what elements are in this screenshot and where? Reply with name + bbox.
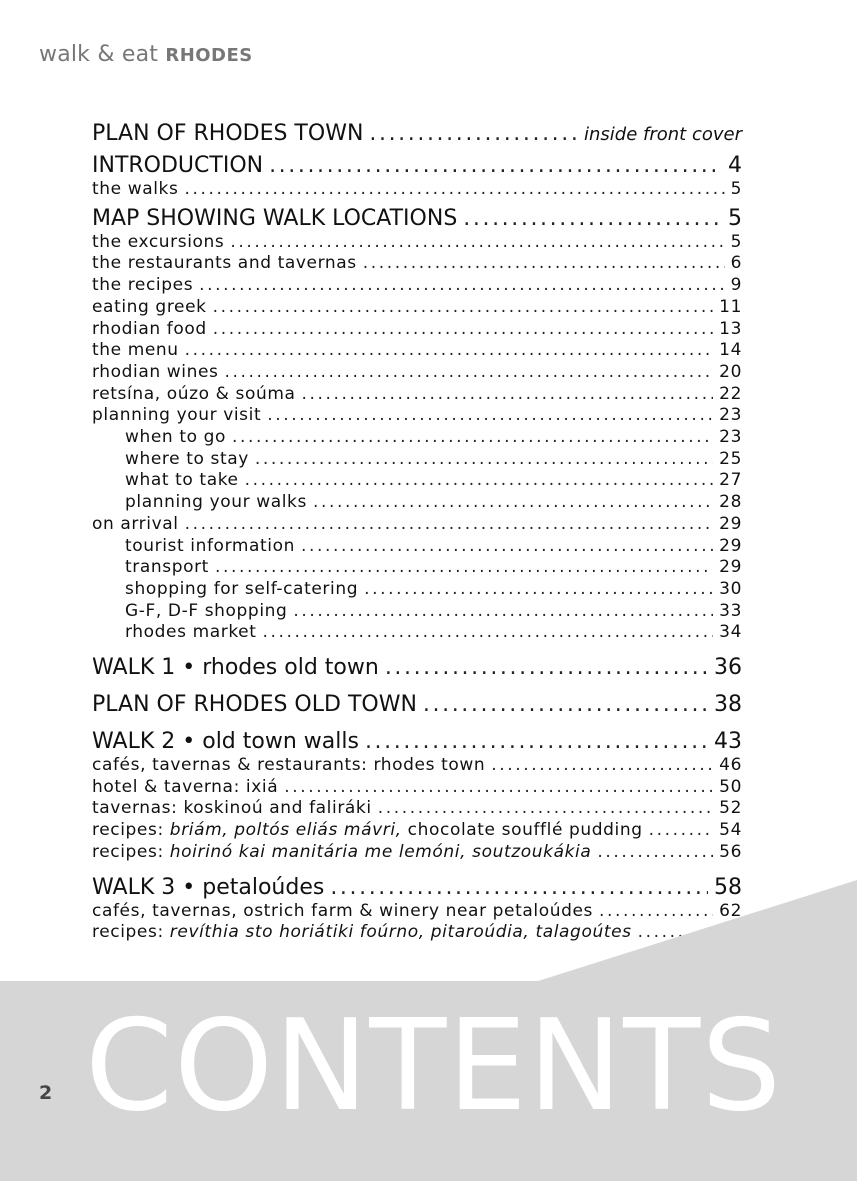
- toc-entry: [92, 691, 742, 718]
- toc-entry: [92, 297, 742, 319]
- contents-heading: CONTENTS: [85, 992, 783, 1139]
- toc-dot-leader: [363, 253, 725, 275]
- toc-dot-leader: [225, 362, 714, 384]
- toc-entry-title-segment: cafés, tavernas & restaurants: rhodes town: [92, 755, 486, 776]
- toc-dot-leader: [597, 842, 713, 864]
- toc-dot-leader: [213, 319, 713, 341]
- toc-entry: [92, 557, 742, 579]
- toc-entry: [92, 622, 742, 644]
- toc-entry-page: 20: [719, 361, 742, 382]
- toc-entry-title: [125, 449, 249, 471]
- toc-entry: [92, 384, 742, 406]
- toc-entry-title-segment: the menu: [92, 340, 179, 361]
- toc-entry-title-segment: hoirinó kai manitária me lemóni, soutzoukákia: [169, 841, 592, 862]
- toc-entry-title-segment: shopping for self-catering: [125, 578, 359, 599]
- toc-entry: [92, 601, 742, 623]
- toc-entry: [92, 405, 742, 427]
- toc-entry-page: inside front cover: [584, 124, 742, 145]
- toc-entry-title-segment: transport: [125, 557, 209, 578]
- toc-entry: [92, 253, 742, 275]
- toc-dot-leader: [385, 654, 708, 681]
- page-number: 2: [39, 1082, 53, 1104]
- toc-entry-title: [92, 362, 219, 384]
- toc-entry-title-segment: eating greek: [92, 296, 207, 317]
- toc-entry: [92, 728, 742, 755]
- toc-entry-title: [125, 579, 358, 601]
- toc-entry-title-segment: the excursions: [92, 231, 225, 252]
- footer-slope-polygon: [535, 880, 857, 990]
- toc-entry-title-segment: retsína, oúzo & soúma: [92, 383, 296, 404]
- toc-dot-leader: [213, 297, 714, 319]
- toc-entry-title: [125, 601, 287, 623]
- toc-entry-page: 9: [730, 275, 742, 296]
- toc-entry: [92, 470, 742, 492]
- toc-dot-leader: [255, 449, 713, 471]
- toc-entry-title-segment: on arrival: [92, 513, 179, 534]
- toc-entry-page: 56: [719, 841, 742, 862]
- toc-dot-leader: [491, 755, 713, 777]
- toc-entry: [92, 449, 742, 471]
- table-of-contents: [92, 116, 742, 944]
- toc-dot-leader: [245, 470, 714, 492]
- toc-entry-title-segment: what to take: [125, 470, 239, 491]
- toc-dot-leader: [267, 405, 713, 427]
- toc-entry: [92, 579, 742, 601]
- toc-entry-title: [92, 179, 178, 201]
- toc-entry-title: [92, 384, 296, 406]
- toc-entry: [92, 514, 742, 536]
- toc-entry: [92, 152, 742, 179]
- toc-entry-title-segment: G-F, D-F shopping: [125, 600, 288, 621]
- toc-dot-leader: [215, 557, 713, 579]
- series-name: walk & eat: [39, 42, 159, 67]
- toc-dot-leader: [269, 152, 722, 179]
- toc-dot-leader: [199, 275, 724, 297]
- toc-dot-leader: [365, 728, 708, 755]
- toc-entry: [92, 427, 742, 449]
- toc-entry-title: [92, 777, 278, 799]
- toc-entry-title-segment: the walks: [92, 179, 179, 199]
- toc-entry-title: [92, 842, 591, 864]
- toc-entry-page: 23: [719, 405, 742, 426]
- toc-entry: [92, 536, 742, 558]
- toc-entry-title-segment: cafés, tavernas, ostrich farm & winery near petaloúdes: [92, 900, 593, 921]
- toc-dot-leader: [263, 622, 714, 644]
- toc-entry: [92, 319, 742, 341]
- toc-entry: [92, 798, 742, 820]
- toc-entry: [92, 340, 742, 362]
- toc-dot-leader: [369, 120, 578, 147]
- toc-entry-title: [92, 340, 179, 362]
- toc-dot-leader: [313, 492, 713, 514]
- toc-entry-title: [125, 536, 295, 558]
- toc-dot-leader: [302, 384, 714, 406]
- toc-entry-page: 62: [719, 900, 742, 921]
- toc-entry-page: 46: [719, 755, 742, 776]
- toc-entry-title-segment: the recipes: [92, 275, 194, 296]
- toc-entry-title: [125, 557, 209, 579]
- toc-entry-title-segment: WALK 1 • rhodes old town: [92, 655, 379, 681]
- book-title: RHODES: [165, 45, 253, 66]
- toc-entry-page: 29: [719, 535, 742, 556]
- toc-entry-page: 22: [719, 383, 742, 404]
- toc-entry-page: 13: [719, 318, 742, 339]
- toc-dot-leader: [284, 777, 713, 799]
- toc-entry-page: 6: [730, 253, 742, 274]
- toc-entry: [92, 179, 742, 201]
- toc-entry-title-segment: planning your walks: [125, 492, 307, 513]
- toc-entry-title: [92, 152, 263, 179]
- toc-entry: [92, 232, 742, 254]
- toc-dot-leader: [293, 601, 713, 623]
- toc-entry: [92, 205, 742, 232]
- toc-entry-page: 11: [719, 296, 742, 317]
- toc-entry-title-segment: when to go: [125, 427, 226, 448]
- toc-dot-leader: [423, 691, 708, 718]
- toc-dot-leader: [463, 205, 722, 232]
- toc-entry-title: [92, 120, 363, 147]
- toc-entry-title-segment: recipes:: [92, 922, 170, 943]
- toc-entry-page: 30: [719, 578, 742, 599]
- toc-entry: [92, 120, 742, 148]
- footer-slope: [0, 880, 857, 990]
- toc-entry-page: 38: [714, 692, 742, 718]
- toc-entry-page: 50: [719, 776, 742, 797]
- toc-entry: [92, 654, 742, 681]
- toc-entry-title: [92, 405, 261, 427]
- toc-entry: [92, 275, 742, 297]
- toc-entry-title-segment: recipes:: [92, 841, 170, 862]
- toc-dot-leader: [185, 340, 713, 362]
- toc-entry-title: [92, 297, 207, 319]
- toc-dot-leader: [185, 514, 714, 536]
- toc-entry-title-segment: WALK 3 • petaloúdes: [92, 874, 325, 900]
- toc-entry-title-segment: rhodes market: [125, 622, 257, 643]
- toc-entry-page: 4: [728, 153, 742, 178]
- toc-entry-title-segment: rhodian food: [92, 318, 207, 339]
- toc-entry-page: 27: [719, 470, 742, 491]
- toc-entry-page: 29: [719, 513, 742, 534]
- toc-entry-title-segment: revíthia sto horiátiki foúrno, pitaroúdia, talagoútes: [169, 922, 632, 943]
- toc-dot-leader: [184, 179, 724, 201]
- toc-dot-leader: [301, 536, 713, 558]
- toc-entry-page: 34: [719, 622, 742, 643]
- toc-entry-title: [125, 492, 307, 514]
- toc-entry-title-segment: tavernas: koskinoú and faliráki: [92, 798, 372, 819]
- toc-dot-leader: [378, 798, 713, 820]
- toc-entry-title-segment: PLAN OF RHODES TOWN: [92, 121, 364, 146]
- toc-entry: [92, 777, 742, 799]
- toc-entry-title: [92, 728, 359, 755]
- toc-entry-title: [92, 232, 224, 254]
- toc-entry-title-segment: WALK 2 • old town walls: [92, 729, 359, 755]
- toc-entry-page: 14: [719, 340, 742, 361]
- toc-entry-page: 54: [719, 820, 742, 841]
- toc-entry-title-segment: hotel & taverna: ixiá: [92, 776, 279, 797]
- toc-entry-title: [92, 755, 485, 777]
- toc-entry-title: [92, 319, 207, 341]
- toc-entry-page: 5: [730, 231, 742, 252]
- toc-entry-title: [125, 470, 239, 492]
- toc-entry-title-segment: planning your visit: [92, 405, 262, 426]
- toc-entry-title-segment: INTRODUCTION: [92, 153, 264, 178]
- toc-dot-leader: [232, 427, 713, 449]
- toc-entry-title-segment: PLAN OF RHODES OLD TOWN: [92, 692, 417, 718]
- toc-entry-title: [125, 622, 257, 644]
- toc-entry-title: [92, 798, 372, 820]
- toc-entry-page: 28: [719, 492, 742, 513]
- toc-entry-title: [92, 820, 643, 842]
- toc-dot-leader: [649, 820, 714, 842]
- toc-entry-title: [92, 253, 357, 275]
- toc-entry-page: 52: [719, 798, 742, 819]
- toc-entry-title: [92, 691, 417, 718]
- toc-entry-title-segment: recipes:: [92, 820, 170, 841]
- toc-entry-title-segment: chocolate soufflé pudding: [401, 820, 643, 841]
- toc-dot-leader: [230, 232, 724, 254]
- toc-entry-title: [92, 514, 179, 536]
- toc-entry-title-segment: tourist information: [125, 535, 295, 556]
- running-head: [39, 42, 253, 67]
- toc-entry-page: 23: [719, 427, 742, 448]
- toc-entry: [92, 842, 742, 864]
- toc-entry-title-segment: the restaurants and tavernas: [92, 253, 357, 274]
- toc-entry: [92, 362, 742, 384]
- toc-entry-page: 43: [714, 729, 742, 755]
- toc-entry-title-segment: where to stay: [125, 448, 249, 469]
- toc-entry-title: [92, 275, 193, 297]
- toc-dot-leader: [364, 579, 713, 601]
- toc-entry-page: 5: [730, 179, 742, 199]
- toc-entry-page: 33: [719, 600, 742, 621]
- toc-entry-title-segment: briám, poltós eliás mávri,: [169, 820, 402, 841]
- toc-entry-page: 5: [728, 205, 742, 231]
- toc-entry-title: [92, 654, 379, 681]
- toc-entry: [92, 755, 742, 777]
- toc-entry-page: 58: [714, 874, 742, 900]
- toc-entry-title: [125, 427, 226, 449]
- toc-entry: [92, 820, 742, 842]
- toc-entry-page: 29: [719, 557, 742, 578]
- toc-entry-title: [92, 205, 457, 232]
- toc-entry: [92, 492, 742, 514]
- toc-entry-title-segment: rhodian wines: [92, 361, 219, 382]
- toc-entry-page: 36: [714, 655, 742, 681]
- toc-entry-title-segment: MAP SHOWING WALK LOCATIONS: [92, 205, 458, 231]
- toc-entry-page: 25: [719, 448, 742, 469]
